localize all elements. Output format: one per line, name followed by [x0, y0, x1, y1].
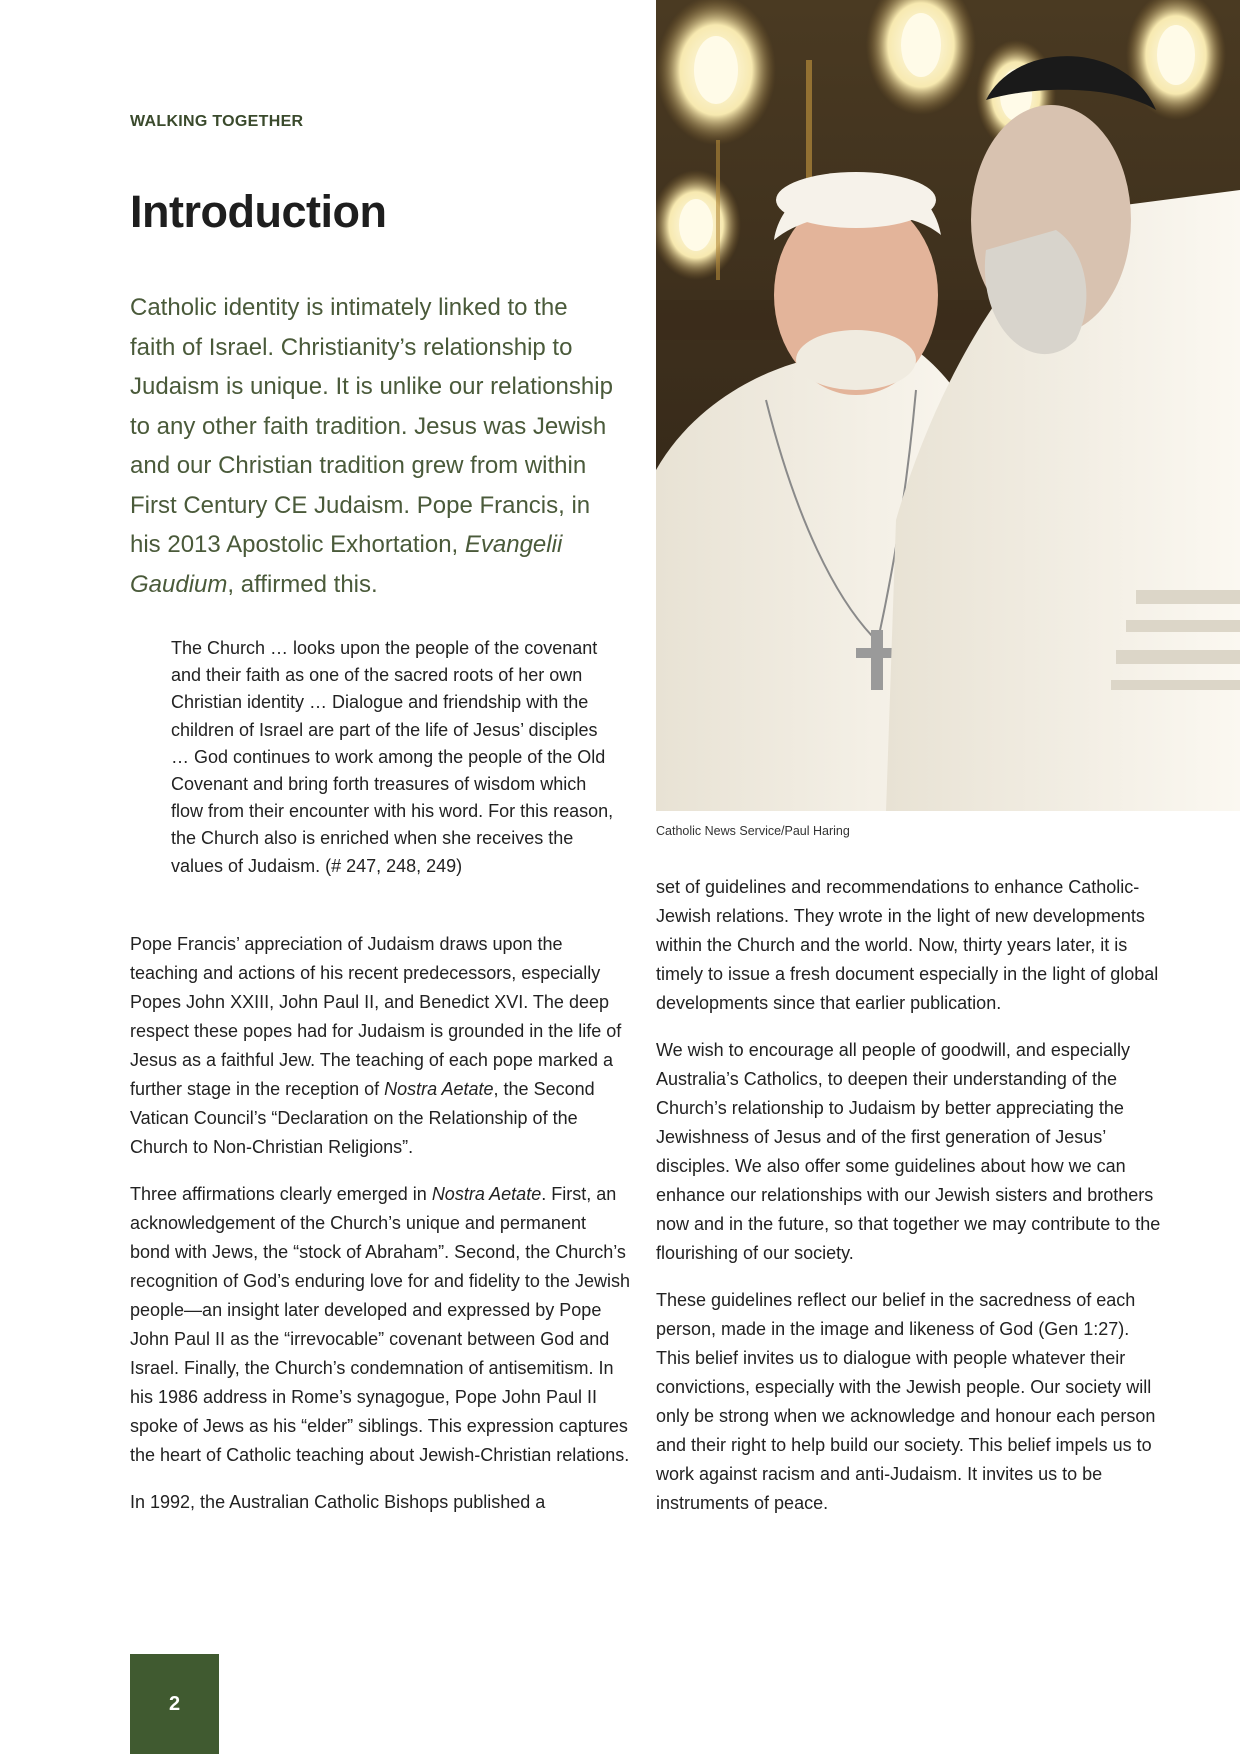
lede-end: , affirmed this. — [227, 570, 378, 598]
italic-nostra-aetate: Nostra Aetate — [384, 1079, 494, 1099]
block-quote: The Church … looks upon the people of the covenant and their faith as one of the sacred roots of her own Christian identity … Dialogue and friendship with the children of Israel are part of the life of Jesus’ disciples … God continues to work among the people of the Old Covenant and bring forth treasures of wisdom which flow from their encounter with his word. For this reason, the Church also is enriched when she receives the values of Judaism. (# 247, 248, 249) — [171, 638, 614, 876]
paragraph-sacredness: These guidelines reflect our belief in the sacredness of each person, made in the image and likeness of God (Gen 1:27). This belief invites us to dialogue with people whatever their convictions, especially with the Jewish people. Our society will only be strong when we acknowledge and honour each person and their right to help build our society. This belief impels us to work against racism and anti-Judaism. It invites us to be instruments of peace. — [656, 1290, 1156, 1513]
photo-pope-and-rabbi — [656, 0, 1240, 811]
paragraph-1992: In 1992, the Australian Catholic Bishops published a — [130, 1492, 546, 1512]
photo-illustration — [656, 0, 1240, 811]
page-number: 2 — [168, 1692, 181, 1715]
left-column — [130, 930, 630, 1535]
running-head: WALKING TOGETHER — [130, 113, 304, 130]
lede-italic-title: Evangelii Gaudium — [130, 531, 563, 598]
photo-credit: Catholic News Service/Paul Haring — [656, 824, 850, 838]
page-title: Introduction — [130, 186, 387, 237]
lede-paragraph — [130, 288, 615, 604]
paragraph-text: Three affirmations clearly emerged in — [130, 1184, 432, 1204]
paragraph-encourage: We wish to encourage all people of goodwill, and especially Australia’s Catholics, to deepen their understanding of the Church’s relationship to Judaism by better appreciating the Jewishness of Jesus and of the first generation of Jesus’ disciples. We also offer some guidelines about how we can enhance our relationships with our Jewish sisters and brothers now and in the future, so that together we may contribute to the flourishing of our society. — [656, 1040, 1161, 1263]
lede-text: Catholic identity is intimately linked to the faith of Israel. Christianity’s relationship to Judaism is unique. It is unlike our relationship to any other faith tradition. Jesus was Jewish and our Christian tradition grew from within First Century CE Judaism. Pope Francis, in his 2013 Apostolic Exhortation, — [130, 294, 613, 558]
paragraph-text: , the Second Vatican Council’s “Declaration on the Relationship of the Church to Non-Christian Religions”. — [130, 1079, 595, 1157]
paragraph-text: Pope Francis’ appreciation of Judaism draws upon the teaching and actions of his recent predecessors, especially Popes John XXIII, John Paul II, and Benedict XVI. The deep respect these popes had for Judaism is grounded in the life of Jesus as a faithful Jew. The teaching of each pope marked a further stage in the reception of — [130, 934, 622, 1099]
paragraph-affirmations — [130, 1180, 630, 1470]
page-number-tab — [130, 1654, 219, 1754]
paragraph-guidelines-1992: set of guidelines and recommendations to enhance Catholic-Jewish relations. They wrote in the light of new developments within the Church and the world. Now, thirty years later, it is timely to issue a fresh document especially in the light of global developments since that earlier publication. — [656, 877, 1159, 1013]
italic-nostra-aetate: Nostra Aetate — [431, 1184, 542, 1204]
paragraph-text: . First, an acknowledgement of the Church’s unique and permanent bond with Jews, the “stock of Abraham”. Second, the Church’s recognition of God’s enduring love for and fidelity to the Jewish people—an insight later developed and expressed by Pope John Paul II as the “irrevocable” covenant between God and Israel. Finally, the Church’s condemnation of antisemitism. In his 1986 address in Rome’s synagogue, Pope John Paul II spoke of Jews as his “elder” siblings. This expression captures the heart of Catholic teaching about Jewish-Christian relations. — [130, 1184, 630, 1465]
right-column — [656, 873, 1161, 1536]
paragraph-predecessors — [130, 930, 630, 1162]
